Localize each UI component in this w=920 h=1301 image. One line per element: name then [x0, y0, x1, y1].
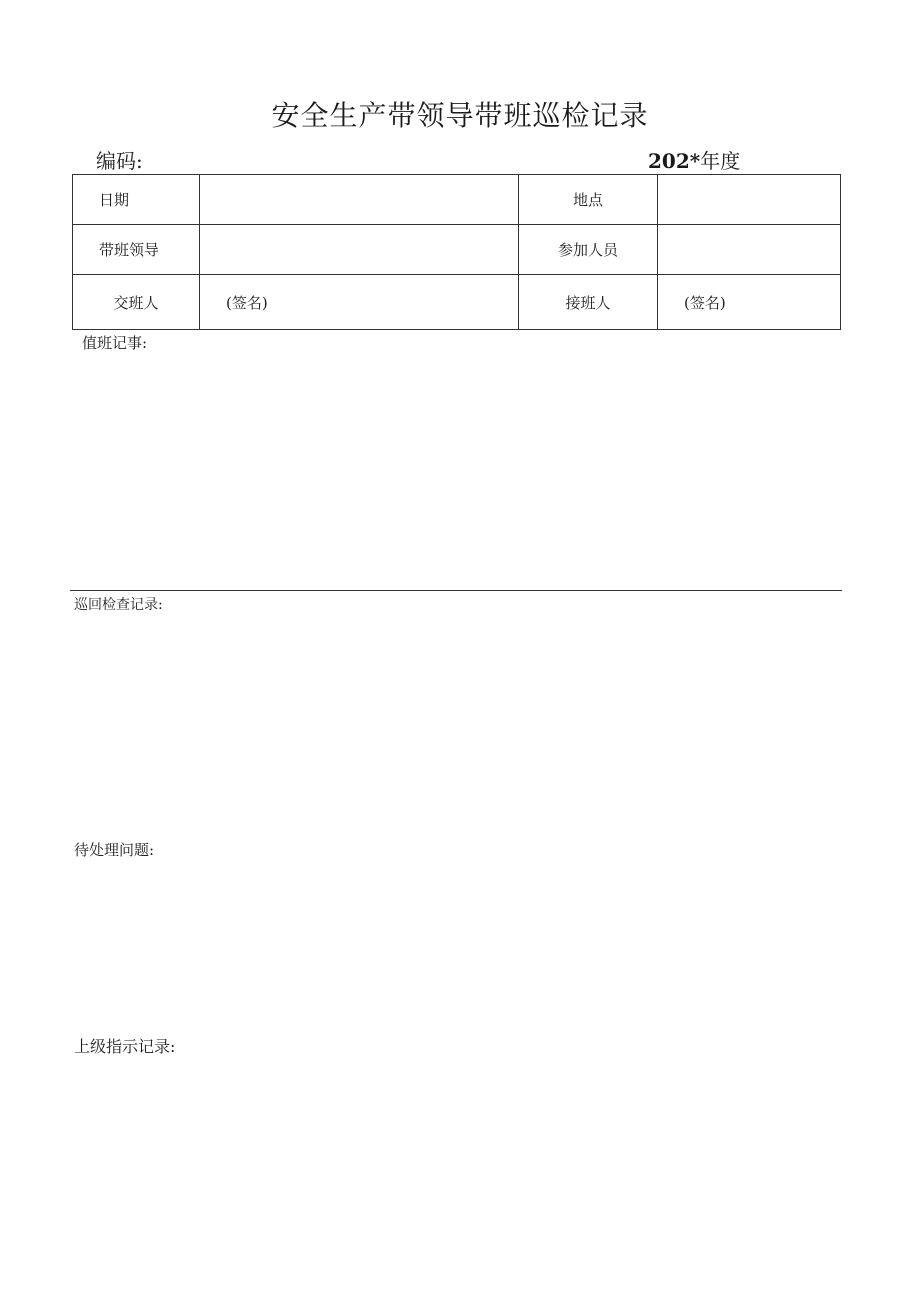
section-divider	[70, 590, 842, 591]
table-row-date-location	[73, 175, 841, 225]
year-number: 202*	[648, 149, 701, 173]
handover-label: 交班人	[73, 275, 200, 330]
info-table	[72, 174, 841, 330]
superior-instructions-label: 上级指示记录:	[74, 1037, 176, 1056]
date-field[interactable]	[200, 175, 519, 225]
takeover-label: 接班人	[519, 275, 658, 330]
duty-notes-label: 值班记事:	[82, 334, 148, 352]
pending-issues-label: 待处理问题:	[74, 841, 155, 859]
code-label: 编码:	[96, 149, 143, 173]
year-label	[648, 145, 740, 174]
handover-signature-field[interactable]: (签名)	[200, 275, 519, 330]
takeover-signature-field[interactable]: (签名)	[658, 275, 841, 330]
document-title: 安全生产带领导带班巡检记录	[271, 99, 649, 132]
leader-label: 带班领导	[73, 225, 200, 275]
leader-field[interactable]	[200, 225, 519, 275]
participants-label: 参加人员	[519, 225, 658, 275]
location-field[interactable]	[658, 175, 841, 225]
table-row-handover	[73, 275, 841, 330]
patrol-record-label: 巡回检查记录:	[74, 597, 163, 613]
date-label: 日期	[73, 175, 200, 225]
location-label: 地点	[519, 175, 658, 225]
year-suffix: 年度	[700, 149, 741, 173]
participants-field[interactable]	[658, 225, 841, 275]
table-row-leader-participants	[73, 225, 841, 275]
